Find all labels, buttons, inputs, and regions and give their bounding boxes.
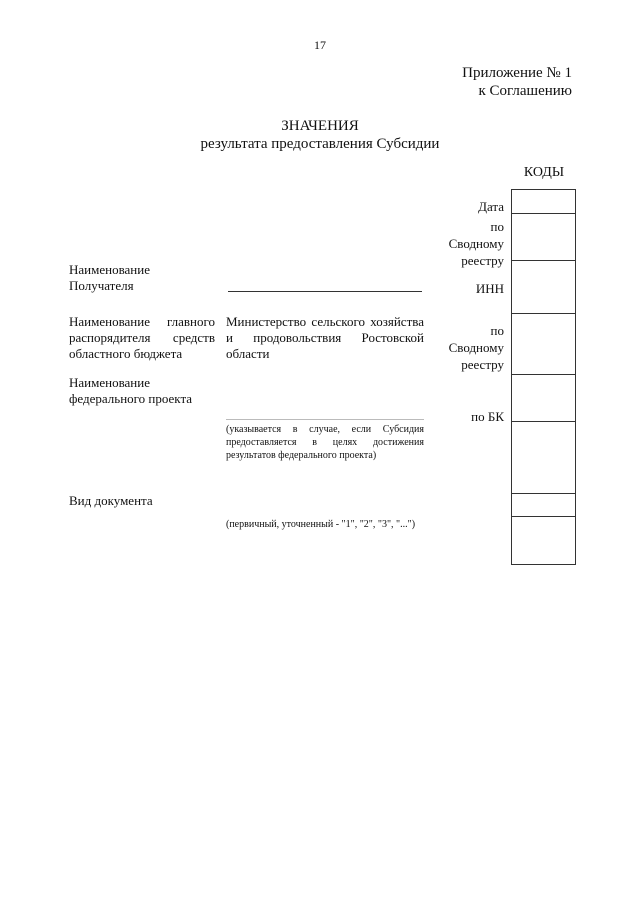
registry-label-2: по Сводному реестру [448,323,504,372]
bk-label: по БК [471,409,504,424]
registry-label-1: по Сводному реестру [448,219,504,268]
codes-table [511,189,576,565]
doc-type-note: (первичный, уточненный - "1", "2", "3", "...") [226,519,416,530]
code-cell-doc-type-extra [512,516,576,565]
code-cell-doc-type [512,493,576,516]
code-cell-date [512,189,576,213]
code-cell-inn [512,260,576,313]
doc-type-label: Вид документа [69,493,153,508]
code-cell-project-extra [512,421,576,493]
inn-label: ИНН [475,281,504,296]
appendix-line-1: Приложение № 1 [462,65,572,81]
project-label: Наименование федерального проекта [69,375,193,406]
manager-label: Наименование главного распорядителя средств областного бюджета [69,314,215,361]
document-subtitle: результата предоставления Субсидии [200,136,440,152]
project-note: (указывается в случае, если Субсидия предоставляется в целях достижения результатов федерального проекта) [226,424,424,461]
code-cell-bk [512,374,576,421]
date-label: Дата [478,199,504,214]
page-number: 17 [314,38,326,52]
appendix-heading [462,64,572,100]
code-cell-registry-2 [512,313,576,374]
document-title: ЗНАЧЕНИЯ [281,118,359,134]
project-field-line [226,419,424,420]
codes-header: КОДЫ [523,165,565,180]
recipient-label: Наименование Получателя [69,262,150,293]
appendix-line-2: к Соглашению [478,83,572,99]
code-cell-registry-1 [512,213,576,260]
recipient-field-line [228,291,422,292]
manager-value: Министерство сельского хозяйства и продовольствия Ростовской области [226,314,424,361]
